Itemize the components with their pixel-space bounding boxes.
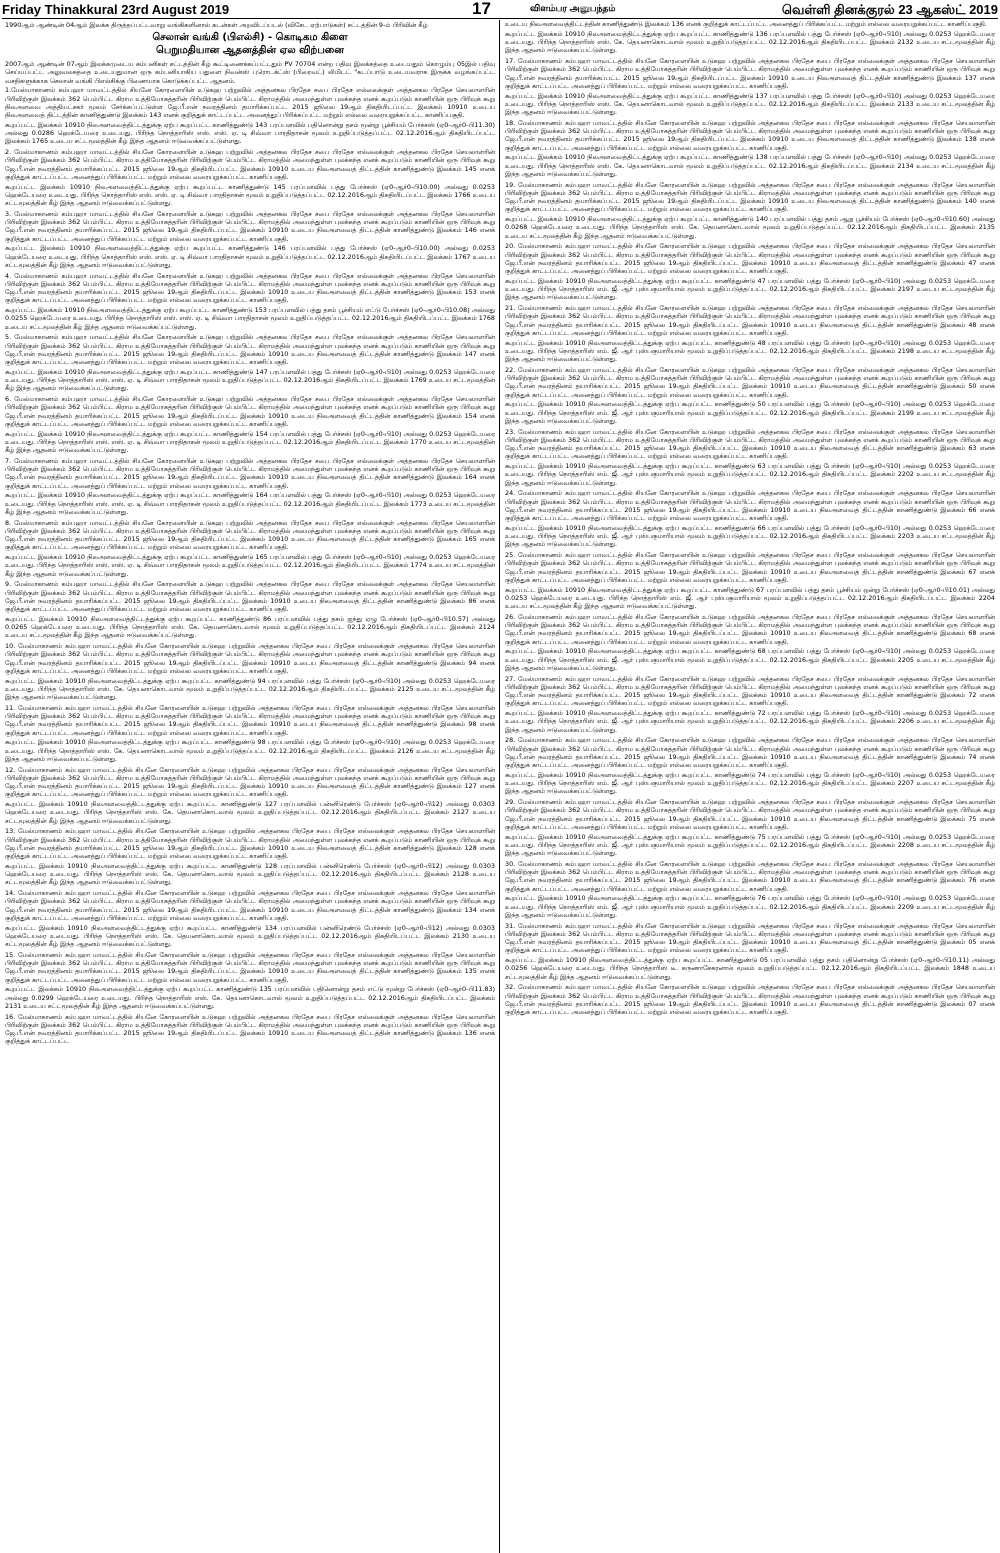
land-schedule-paragraph: 3. மேல்மாகாணம் கம்பஹா மாவட்டத்தில் சியனே கோரளையின் உடுகஹ பற்றுவில் அத்தனகல பிரதேச சபை பிரதேச எல்லைக்குள் அத்தனகல பிரதேச செயலாளரின் பிரிவிற்குள் இலக்கம் 362 பெம்பிட்ட கிராம உத்தியோகத்தரின் பிரிவிற்குள் பெம்பிட்ட கிராமத்தில் அமைந்துள்ள புலக்கந்த எனக் கூறப்படும் காணியின் ஒரு பிரிவுக் கூறு ஜே.பீ.என் நவரத்தினம் தயாரிக்கப்பட்ட 2015 ஜூலை 19ஆம் திகதியிடப்பட்ட இலக்கம் 10910 உடைய நிலஅளவைத் திட்டத்தின் காணித்துண்டு இலக்கம் 146 எனக் குறித்துக் காட்டப்பட்ட அனைத்துப் பிரிக்கப்பட்ட மற்றும் எல்லை வரையறுக்கப்பட்ட காணிப்பகுதி. (5, 209, 495, 243)
land-schedule-paragraph: 14. மேல்மாகாணம் கம்பஹா மாவட்டத்தில் சியனே கோரளையின் உடுகஹ பற்றுவில் அத்தனகல பிரதேச சபை பிரதேச எல்லைக்குள் அத்தனகல பிரதேச செயலாளரின் பிரிவிற்குள் இலக்கம் 362 பெம்பிட்ட கிராம உத்தியோகத்தரின் பிரிவிற்குள் பெம்பிட்ட கிராமத்தில் அமைந்துள்ள புலக்கந்த எனக் கூறப்படும் காணியின் ஒரு பிரிவுக் கூறு ஜே.பீ.என் நவரத்தினம் தயாரிக்கப்பட்ட 2015 ஜூலை 19ஆம் திகதியிடப்பட்ட இலக்கம் 10910 உடைய நிலஅளவைத் திட்டத்தின் காணித்துண்டு இலக்கம் 134 எனக் குறித்துக் காட்டப்பட்ட அனைத்துப் பிரிக்கப்பட்ட மற்றும் எல்லை வரையறுக்கப்பட்ட காணிப்பகுதி. (5, 889, 495, 922)
masthead-tamil: வெள்ளி தினக்குரல் 23 ஆகஸ்ட் 2019 (781, 2, 998, 17)
land-schedule-paragraph: கூறப்பட்ட இலக்கம் 10910 நிலஅளவைத்திட்டத்துக்கு ஏற்ப கூறப்பட்ட காணித்துண்டு 134 பரப்பளவில் பன்னிரெண்டு பேர்ச்சஸ் (ஏ0-ஆர்0-பி12) அல்லது 0.0303 ஹெக்டேயரை உடையது. பிரிந்த நொத்தாரிஸ் எஸ். கே. தெயனாகொடவால் மூலம் உறுதிப்படுத்தப்பட்ட 02.12.2016ஆம் திகதியிடப்பட்ட இலக்கம் 2130 உடைய சட்டமூலத்தின் கீழ் இந்த ஆதனம் ஈடுவைக்கப்பட்டுள்ளது. (5, 923, 495, 949)
land-schedule-paragraph: 19. மேல்மாகாணம் கம்பஹா மாவட்டத்தில் சியனே கோரளையின் உடுகஹ பற்றுவில் அத்தனகல பிரதேச சபை பிரதேச எல்லைக்குள் அத்தனகல பிரதேச செயலாளரின் பிரிவிற்குள் இலக்கம் 362 பெம்பிட்ட கிராம உத்தியோகத்தரின் பிரிவிற்குள் பெம்பிட்ட கிராமத்தில் அமைந்துள்ள புலக்கந்த எனக் கூறப்படும் காணியின் ஒரு பிரிவுக் கூறு ஜே.பீ.என் நவரத்தினம் தயாரிக்கப்பட்ட 2015 ஜூலை 19ஆம் திகதியிடப்பட்ட இலக்கம் 10910 உடைய நிலஅளவைத் திட்டத்தின் காணித்துண்டு இலக்கம் 140 எனக் குறித்துக் காட்டப்பட்ட அனைத்துப் பிரிக்கப்பட்ட மற்றும் எல்லை வரையறுக்கப்பட்ட காணிப்பகுதி. (505, 180, 995, 214)
land-schedule-paragraph: 31. மேல்மாகாணம் கம்பஹா மாவட்டத்தில் சியனே கோரளையின் உடுகஹ பற்றுவில் அத்தனகல பிரதேச சபை பிரதேச எல்லைக்குள் அத்தனகல பிரதேச செயலாளரின் பிரிவிற்குள் இலக்கம் 362 பெம்பிட்ட கிராம உத்தியோகத்தரின் பிரிவிற்குள் பெம்பிட்ட கிராமத்தில் அமைந்துள்ள புலக்கந்த எனக் கூறப்படும் காணியின் ஒரு பிரிவுக் கூறு ஜே.பீ.என் நவரத்தினம் தயாரிக்கப்பட்ட 2015 ஜூலை 19ஆம் திகதியிடப்பட்ட இலக்கம் 10910 உடைய நிலஅளவைத் திட்டத்தின் காணித்துண்டு இலக்கம் 05 எனக் குறித்துக் காட்டப்பட்ட அனைத்துப் பிரிக்கப்பட்ட மற்றும் எல்லை வரையறுக்கப்பட்ட காணிப்பகுதி. (505, 921, 995, 955)
land-schedule-paragraph: 22. மேல்மாகாணம் கம்பஹா மாவட்டத்தில் சியனே கோரளையின் உடுகஹ பற்றுவில் அத்தனகல பிரதேச சபை பிரதேச எல்லைக்குள் அத்தனகல பிரதேச செயலாளரின் பிரிவிற்குள் இலக்கம் 362 பெம்பிட்ட கிராம உத்தியோகத்தரின் பிரிவிற்குள் பெம்பிட்ட கிராமத்தில் அமைந்துள்ள புலக்கந்த எனக் கூறப்படும் காணியின் ஒரு பிரிவுக் கூறு ஜே.பீ.என் நவரத்தினம் தயாரிக்கப்பட்ட 2015 ஜூலை 19ஆம் திகதியிடப்பட்ட இலக்கம் 10910 உடைய நிலஅளவைத் திட்டத்தின் காணித்துண்டு இலக்கம் 50 எனக் குறித்துக் காட்டப்பட்ட அனைத்துப் பிரிக்கப்பட்ட மற்றும் எல்லை வரையறுக்கப்பட்ட காணிப்பகுதி. (505, 365, 995, 399)
land-schedule-paragraph: கூறப்பட்ட இலக்கம் 10910 நிலஅளவைத்திட்டத்துக்கு ஏற்ப கூறப்பட்ட காணித்துண்டு 98 பரப்பளவில் பத்து பேர்ச்சஸ் (ஏ0-ஆர்0-பி10) அல்லது 0.0253 ஹெக்டேயரை உடையது. பிரிந்த நொத்தாரிஸ் எஸ். கே. தெயனாகொடவால் மூலம் உறுதிப்படுத்தப்பட்ட 02.12.2016ஆம் திகதியிடப்பட்ட இலக்கம் 2126 உடைய சட்டமூலத்தின் கீழ் இந்த ஆதனம் ஈடுவைக்கப்பட்டுள்ளது. (5, 738, 495, 763)
land-schedule-paragraph: 7. மேல்மாகாணம் கம்பஹா மாவட்டத்தில் சியனே கோரளையின் உடுகஹ பற்றுவில் அத்தனகல பிரதேச சபை பிரதேச எல்லைக்குள் அத்தனகல பிரதேச செயலாளரின் பிரிவிற்குள் இலக்கம் 362 பெம்பிட்ட கிராம உத்தியோகத்தரின் பிரிவிற்குள் பெம்பிட்ட கிராமத்தில் அமைந்துள்ள புலக்கந்த எனக் கூறப்படும் காணியின் ஒரு பிரிவுக் கூறு ஜே.பீ.என் நவரத்தினம் தயாரிக்கப்பட்ட 2015 ஜூலை 19ஆம் திகதியிடப்பட்ட இலக்கம் 10910 உடைய நிலஅளவைத் திட்டத்தின் காணித்துண்டு இலக்கம் 164 எனக் குறித்துக் காட்டப்பட்ட அனைத்துப் பிரிக்கப்பட்ட மற்றும் எல்லை வரையறுக்கப்பட்ட காணிப்பகுதி. (5, 456, 495, 490)
land-schedule-paragraph: 10. மேல்மாகாணம் கம்பஹா மாவட்டத்தில் சியனே கோரளையின் உடுகஹ பற்றுவில் அத்தனகல பிரதேச சபை பிரதேச எல்லைக்குள் அத்தனகல பிரதேச செயலாளரின் பிரிவிற்குள் இலக்கம் 362 பெம்பிட்ட கிராம உத்தியோகத்தரின் பிரிவிற்குள் பெம்பிட்ட கிராமத்தில் அமைந்துள்ள புலக்கந்த எனக் கூறப்படும் காணியின் ஒரு பிரிவுக் கூறு ஜே.பீ.என் நவரத்தினம் தயாரிக்கப்பட்ட 2015 ஜூலை 19ஆம் திகதியிடப்பட்ட இலக்கம் 10910 உடைய நிலஅளவைத் திட்டத்தின் காணித்துண்டு இலக்கம் 94 எனக் குறித்துக் காட்டப்பட்ட அனைத்துப் பிரிக்கப்பட்ட மற்றும் எல்லை வரையறுக்கப்பட்ட காணிப்பகுதி. (5, 642, 495, 675)
land-schedule-paragraph: 25. மேல்மாகாணம் கம்பஹா மாவட்டத்தில் சியனே கோரளையின் உடுகஹ பற்றுவில் அத்தனகல பிரதேச சபை பிரதேச எல்லைக்குள் அத்தனகல பிரதேச செயலாளரின் பிரிவிற்குள் இலக்கம் 362 பெம்பிட்ட கிராம உத்தியோகத்தரின் பிரிவிற்குள் பெம்பிட்ட கிராமத்தில் அமைந்துள்ள புலக்கந்த எனக் கூறப்படும் காணியின் ஒரு பிரிவுக் கூறு ஜே.பீ.என் நவரத்தினம் தயாரிக்கப்பட்ட 2015 ஜூலை 19ஆம் திகதியிடப்பட்ட இலக்கம் 10910 உடைய நிலஅளவைத் திட்டத்தின் காணித்துண்டு இலக்கம் 67 எனக் குறித்துக் காட்டப்பட்ட அனைத்துப் பிரிக்கப்பட்ட மற்றும் எல்லை வரையறுக்கப்பட்ட காணிப்பகுதி. (505, 551, 995, 584)
land-schedule-paragraph: 11. மேல்மாகாணம் கம்பஹா மாவட்டத்தில் சியனே கோரளையின் உடுகஹ பற்றுவில் அத்தனகல பிரதேச சபை பிரதேச எல்லைக்குள் அத்தனகல பிரதேச செயலாளரின் பிரிவிற்குள் இலக்கம் 362 பெம்பிட்ட கிராம உத்தியோகத்தரின் பிரிவிற்குள் பெம்பிட்ட கிராமத்தில் அமைந்துள்ள புலக்கந்த எனக் கூறப்படும் காணியின் ஒரு பிரிவுக் கூறு ஜே.பீ.என் நவரத்தினம் தயாரிக்கப்பட்ட 2015 ஜூலை 19ஆம் திகதியிடப்பட்ட இலக்கம் 10910 உடைய நிலஅளவைத் திட்டத்தின் காணித்துண்டு இலக்கம் 98 எனக் குறித்துக் காட்டப்பட்ட அனைத்துப் பிரிக்கப்பட்ட மற்றும் எல்லை வரையறுக்கப்பட்ட காணிப்பகுதி. (5, 703, 495, 737)
land-schedule-paragraph: 13. மேல்மாகாணம் கம்பஹா மாவட்டத்தில் சியனே கோரளையின் உடுகஹ பற்றுவில் அத்தனகல பிரதேச சபை பிரதேச எல்லைக்குள் அத்தனகல பிரதேச செயலாளரின் பிரிவிற்குள் இலக்கம் 362 பெம்பிட்ட கிராம உத்தியோகத்தரின் பிரிவிற்குள் பெம்பிட்ட கிராமத்தில் அமைந்துள்ள புலக்கந்த எனக் கூறப்படும் காணியின் ஒரு பிரிவுக் கூறு ஜே.பீ.என் நவரத்தினம் தயாரிக்கப்பட்ட 2015 ஜூலை 19ஆம் திகதியிடப்பட்ட இலக்கம் 10910 உடைய நிலஅளவைத் திட்டத்தின் காணித்துண்டு இலக்கம் 128 எனக் குறித்துக் காட்டப்பட்ட அனைத்துப் பிரிக்கப்பட்ட மற்றும் எல்லை வரையறுக்கப்பட்ட காணிப்பகுதி. (5, 827, 495, 861)
land-schedule-paragraph: கூறப்பட்ட இலக்கம் 10910 நிலஅளவைத்திட்டத்துக்கு ஏற்ப கூறப்பட்ட காணித்துண்டு 05 பரப்பளவில் பத்து தசம் பதினொன்று பேர்ச்சஸ் (ஏ0-ஆர்0-பி10.11) அல்லது 0.0256 ஹெக்டேயரை உடையது. பிரிந்த நொத்தாரிஸ் டீ. கருணாசேகரனால் மூலம் உறுதிப்படுத்தப்பட்ட 02.12.2016ஆம் திகதியிடப்பட்ட இலக்கம் 1848 உடைய சட்டமூலத்தின் கீழ் இந்த ஆதனம் ஈடுவைக்கப்பட்டுள்ளது. (505, 956, 995, 981)
land-schedule-paragraph: கூறப்பட்ட இலக்கம் 10910 நிலஅளவைத்திட்டத்துக்கு ஏற்ப கூறப்பட்ட காணித்துண்டு 76 பரப்பளவில் பத்து பேர்ச்சஸ் (ஏ0-ஆர்0-பி10) அல்லது 0.0253 ஹெக்டேயரை உடையது. பிரிந்த நொத்தாரிஸ் எம். ஜீ. ஆர் புஸ்பகுமாரியால் மூலம் உறுதிப்படுத்தப்பட்ட 02.12.2016ஆம் திகதியிடப்பட்ட இலக்கம் 2209 உடைய சட்டமூலத்தின் கீழ் இந்த ஆதனம் ஈடுவைக்கப்பட்டுள்ளது. (505, 894, 995, 919)
land-schedule-paragraph: கூறப்பட்ட இலக்கம் 10910 நிலஅளவைத்திட்டத்துக்கு ஏற்ப கூறப்பட்ட காணித்துண்டு 50 பரப்பளவில் பத்து பேர்ச்சஸ் (ஏ0-ஆர்0-பி10) அல்லது 0.0253 ஹெக்டேயரை உடையது. பிரிந்த நொத்தாரிஸ் எம். ஜீ. ஆர் புஸ்பகுமாரியால் மூலம் உறுதிப்படுத்தப்பட்ட 02.12.2016ஆம் திகதியிடப்பட்ட இலக்கம் 2199 உடைய சட்டமூலத்தின் கீழ் இந்த ஆதனம் ஈடுவைக்கப்பட்டுள்ளது. (505, 400, 995, 425)
auction-title: பெறுமதியான ஆதனத்தின் ஏல விற்பனை (156, 45, 344, 57)
land-schedule-paragraph: 20. மேல்மாகாணம் கம்பஹா மாவட்டத்தில் சியனே கோரளையின் உடுகஹ பற்றுவில் அத்தனகல பிரதேச சபை பிரதேச எல்லைக்குள் அத்தனகல பிரதேச செயலாளரின் பிரிவிற்குள் இலக்கம் 362 பெம்பிட்ட கிராம உத்தியோகத்தரின் பிரிவிற்குள் பெம்பிட்ட கிராமத்தில் அமைந்துள்ள புலக்கந்த எனக் கூறப்படும் காணியின் ஒரு பிரிவுக் கூறு ஜே.பீ.என் நவரத்தினம் தயாரிக்கப்பட்ட 2015 ஜூலை 19ஆம் திகதியிடப்பட்ட இலக்கம் 10910 உடைய நிலஅளவைத் திட்டத்தின் காணித்துண்டு இலக்கம் 47 எனக் குறித்துக் காட்டப்பட்ட அனைத்துப் பிரிக்கப்பட்ட மற்றும் எல்லை வரையறுக்கப்பட்ட காணிப்பகுதி. (505, 242, 995, 275)
land-schedule-paragraph: கூறப்பட்ட இலக்கம் 10910 நிலஅளவைத்திட்டத்துக்கு ஏற்ப கூறப்பட்ட காணித்துண்டு 136 பரப்பளவில் பத்து பேர்ச்சஸ் (ஏ0-ஆர்0-பி10) அல்லது 0.0253 ஹெக்டேயரை உடையது. பிரிந்த நொத்தாரிஸ் எஸ். கே. தெயனாகொடவால் மூலம் உறுதிப்படுத்தப்பட்ட 02.12.2016ஆம் திகதியிடப்பட்ட இலக்கம் 2132 உடைய சட்டமூலத்தின் கீழ் இந்த ஆதனம் ஈடுவைக்கப்பட்டுள்ளது. (505, 29, 995, 55)
page-header (2, 0, 998, 19)
land-schedule-paragraph: 4. மேல்மாகாணம் கம்பஹா மாவட்டத்தில் சியனே கோரளையின் உடுகஹ பற்றுவில் அத்தனகல பிரதேச சபை பிரதேச எல்லைக்குள் அத்தனகல பிரதேச செயலாளரின் பிரிவிற்குள் இலக்கம் 362 பெம்பிட்ட கிராம உத்தியோகத்தரின் பிரிவிற்குள் பெம்பிட்ட கிராமத்தில் அமைந்துள்ள புலக்கந்த எனக் கூறப்படும் காணியின் ஒரு பிரிவுக் கூறு ஜே.பீ.என் நவரத்தினம் தயாரிக்கப்பட்ட 2015 ஜூலை 19ஆம் திகதியிடப்பட்ட இலக்கம் 10910 உடைய நிலஅளவைத் திட்டத்தின் காணித்துண்டு இலக்கம் 153 எனக் குறித்துக் காட்டப்பட்ட அனைத்துப் பிரிக்கப்பட்ட மற்றும் எல்லை வரையறுக்கப்பட்ட காணிப்பகுதி. (5, 271, 495, 305)
land-schedule-paragraph: கூறப்பட்ட இலக்கம் 10910 நிலஅளவைத்திட்டத்துக்கு ஏற்ப கூறப்பட்ட காணித்துண்டு 68 பரப்பளவில் பத்து பேர்ச்சஸ் (ஏ0-ஆர்0-பி10) அல்லது 0.0253 ஹெக்டேயரை உடையது. பிரிந்த நொத்தாரிஸ் எம். ஜீ. ஆர் புஸ்பகுமாரியால் மூலம் உறுதிப்படுத்தப்பட்ட 02.12.2016ஆம் திகதியிடப்பட்ட இலக்கம் 2205 உடைய சட்டமூலத்தின் கீழ் இந்த ஆதனம் ஈடுவைக்கப்பட்டுள்ளது. (505, 647, 995, 672)
land-schedule-paragraph: 27. மேல்மாகாணம் கம்பஹா மாவட்டத்தில் சியனே கோரளையின் உடுகஹ பற்றுவில் அத்தனகல பிரதேச சபை பிரதேச எல்லைக்குள் அத்தனகல பிரதேச செயலாளரின் பிரிவிற்குள் இலக்கம் 362 பெம்பிட்ட கிராம உத்தியோகத்தரின் பிரிவிற்குள் பெம்பிட்ட கிராமத்தில் அமைந்துள்ள புலக்கந்த எனக் கூறப்படும் காணியின் ஒரு பிரிவுக் கூறு ஜே.பீ.என் நவரத்தினம் தயாரிக்கப்பட்ட 2015 ஜூலை 19ஆம் திகதியிடப்பட்ட இலக்கம் 10910 உடைய நிலஅளவைத் திட்டத்தின் காணித்துண்டு இலக்கம் 72 எனக் குறித்துக் காட்டப்பட்ட அனைத்துப் பிரிக்கப்பட்ட மற்றும் எல்லை வரையறுக்கப்பட்ட காணிப்பகுதி. (505, 674, 995, 708)
land-schedule-paragraph: 12. மேல்மாகாணம் கம்பஹா மாவட்டத்தில் சியனே கோரளையின் உடுகஹ பற்றுவில் அத்தனகல பிரதேச சபை பிரதேச எல்லைக்குள் அத்தனகல பிரதேச செயலாளரின் பிரிவிற்குள் இலக்கம் 362 பெம்பிட்ட கிராம உத்தியோகத்தரின் பிரிவிற்குள் பெம்பிட்ட கிராமத்தில் அமைந்துள்ள புலக்கந்த எனக் கூறப்படும் காணியின் ஒரு பிரிவுக் கூறு ஜே.பீ.என் நவரத்தினம் தயாரிக்கப்பட்ட 2015 ஜூலை 19ஆம் திகதியிடப்பட்ட இலக்கம் 10910 உடைய நிலஅளவைத் திட்டத்தின் காணித்துண்டு இலக்கம் 127 எனக் குறித்துக் காட்டப்பட்ட அனைத்துப் பிரிக்கப்பட்ட மற்றும் எல்லை வரையறுக்கப்பட்ட காணிப்பகுதி. (5, 765, 495, 799)
land-schedule-paragraph: கூறப்பட்ட இலக்கம் 10910 நிலஅளவைத்திட்டத்துக்கு ஏற்ப கூறப்பட்ட காணித்துண்டு 147 பரப்பளவில் பத்து பேர்ச்சஸ் (ஏ0-ஆர்0-பி10) அல்லது 0.0253 ஹெக்டேயரை உடையது. பிரிந்த நொத்தாரிஸ் எஸ். எஸ். ஏ. டி சிவ்வா பாரதிதாசன் மூலம் உறுதிப்படுத்தப்பட்ட 02.12.2016ஆம் திகதியிடப்பட்ட இலக்கம் 1769 உடைய சட்டமூலத்தின் கீழ் இந்த ஆதனம் ஈடுவைக்கப்பட்டுள்ளது. (5, 367, 495, 393)
land-schedule-paragraph: கூறப்பட்ட இலக்கம் 10910 நிலஅளவைத்திட்டத்துக்கு ஏற்ப கூறப்பட்ட காணித்துண்டு 154 பரப்பளவில் பத்து பேர்ச்சஸ் (ஏ0-ஆர்0-பி10) அல்லது 0.0253 ஹெக்டேயரை உடையது. பிரிந்த நொத்தாரிஸ் எஸ். எஸ். ஏ. டி சிவ்வா பாரதிதாசன் மூலம் உறுதிப்படுத்தப்பட்ட 02.12.2016ஆம் திகதியிடப்பட்ட இலக்கம் 1770 உடைய சட்டமூலத்தின் கீழ் இந்த ஆதனம் ஈடுவைக்கப்பட்டுள்ளது. (5, 429, 495, 455)
land-schedule-paragraph: கூறப்பட்ட இலக்கம் 10910 நிலஅளவைத்திட்டத்துக்கு ஏற்ப கூறப்பட்ட காணித்துண்டு 146 பரப்பளவில் பத்து பேர்ச்சஸ் (ஏ0-ஆர்0-பி10.00) அல்லது 0.0253 ஹெக்டேயரை உடையது. பிரிந்த நொத்தாரிஸ் எஸ். எஸ். ஏ. டி சிவ்வா பாரதிதாசன் மூலம் உறுதிப்படுத்தப்பட்ட 02.12.2016ஆம் திகதியிடப்பட்ட இலக்கம் 1767 உடைய சட்டமூலத்தின் கீழ் இந்த ஆதனம் ஈடுவைக்கப்பட்டுள்ளது. (5, 244, 495, 269)
land-schedule-paragraph: கூறப்பட்ட இலக்கம் 10910 நிலஅளவைத்திட்டத்துக்கு ஏற்ப கூறப்பட்ட காணித்துண்டு 94 பரப்பளவில் பத்து பேர்ச்சஸ் (ஏ0-ஆர்0-பி10) அல்லது 0.0253 ஹெக்டேயரை உடையது. பிரிந்த நொத்தாரிஸ் எஸ். கே. தெயனாகொடவால் மூலம் உறுதிப்படுத்தப்பட்ட 02.12.2016ஆம் திகதியிடப்பட்ட இலக்கம் 2125 உடைய சட்டமூலத்தின் கீழ் இந்த ஆதனம் ஈடுவைக்கப்பட்டுள்ளது. (5, 676, 495, 702)
act-reference: 1990ஆம் ஆண்டின் 04ஆம் இலக்க திருத்தப்பட்டவாறு வங்கிகளினால் கடன்கள் அறவிடப்படல் (விசேட ஏற்பாடுகள்) சட்டத்தின் 9-ம் பிரிவின் கீழ் (5, 21, 428, 29)
land-schedule-paragraph: கூறப்பட்ட இலக்கம் 10910 நிலஅளவைத்திட்டத்துக்கு ஏற்ப கூறப்பட்ட காணித்துண்டு 48 பரப்பளவில் பத்து பேர்ச்சஸ் (ஏ0-ஆர்0-பி10) அல்லது 0.0253 ஹெக்டேயரை உடையது. பிரிந்த நொத்தாரிஸ் எம். ஜீ. ஆர் புஸ்பகுமாரியால் மூலம் உறுதிப்படுத்தப்பட்ட 02.12.2016ஆம் திகதியிடப்பட்ட இலக்கம் 2198 உடைய சட்டமூலத்தின் கீழ் இந்த ஆதனம் ஈடுவைக்கப்பட்டுள்ளது. (505, 338, 995, 363)
page-number: 17 (472, 0, 491, 18)
masthead-english: Friday Thinakkural 23rd August 2019 (2, 2, 230, 17)
land-schedule-paragraph: கூறப்பட்ட இலக்கம் 10910 நிலஅளவைத்திட்டத்துக்கு ஏற்ப கூறப்பட்ட காணித்துண்டு 75 பரப்பளவில் பத்து பேர்ச்சஸ் (ஏ0-ஆர்0-பி10) அல்லது 0.0253 ஹெக்டேயரை உடையது. பிரிந்த நொத்தாரிஸ் எம். ஜீ. ஆர் புஸ்பகுமாரியால் மூலம் உறுதிப்படுத்தப்பட்ட 02.12.2016ஆம் திகதியிடப்பட்ட இலக்கம் 2208 உடைய சட்டமூலத்தின் கீழ் இந்த ஆதனம் ஈடுவைக்கப்பட்டுள்ளது. (505, 832, 995, 857)
land-schedule-paragraph: 26. மேல்மாகாணம் கம்பஹா மாவட்டத்தில் சியனே கோரளையின் உடுகஹ பற்றுவில் அத்தனகல பிரதேச சபை பிரதேச எல்லைக்குள் அத்தனகல பிரதேச செயலாளரின் பிரிவிற்குள் இலக்கம் 362 பெம்பிட்ட கிராம உத்தியோகத்தரின் பிரிவிற்குள் பெம்பிட்ட கிராமத்தில் அமைந்துள்ள புலக்கந்த எனக் கூறப்படும் காணியின் ஒரு பிரிவுக் கூறு ஜே.பீ.என் நவரத்தினம் தயாரிக்கப்பட்ட 2015 ஜூலை 19ஆம் திகதியிடப்பட்ட இலக்கம் 10910 உடைய நிலஅளவைத் திட்டத்தின் காணித்துண்டு இலக்கம் 68 எனக் குறித்துக் காட்டப்பட்ட அனைத்துப் பிரிக்கப்பட்ட மற்றும் எல்லை வரையறுக்கப்பட்ட காணிப்பகுதி. (505, 612, 995, 646)
notice-preamble: 2007ஆம் ஆண்டின் 07ஆம் இலக்கமுடைய கம்பனிகள் சட்டத்தின் கீழ் கூட்டிணைக்கப்பட்டதும் PV 70704 என்ற பதிவு இலக்கத்தை உடையதும் கொழும்பு 05இல் பதிவு செய்யப்பட்ட அலுவலகத்தை உடையதுமான ஒரு கம்பனியாகிய பதுளை நிவன்ஸ் புரொடக்ட்ஸ் (பிரைவட்) லிமிடட் "கடப்பாடு உடையவராக இருக்க வழங்கப்பட்ட வசதிகளுக்காக செலான் வங்கி பிஎல்சிக்கு பிணையாக கொடுக்கப்பட்ட ஆதனம். (5, 60, 495, 85)
land-schedule-paragraph: கூறப்பட்ட இலக்கம் 10910 நிலஅளவைத்திட்டத்துக்கு ஏற்ப கூறப்பட்ட காணித்துண்டு 127 பரப்பளவில் பன்னிரெண்டு பேர்ச்சஸ் (ஏ0-ஆர்0-பி12) அல்லது 0.0303 ஹெக்டேயரை உடையது. பிரிந்த நொத்தாரிஸ் எஸ். கே. தெயனாகொடவால் மூலம் உறுதிப்படுத்தப்பட்ட 02.12.2016ஆம் திகதியிடப்பட்ட இலக்கம் 2127 உடைய சட்டமூலத்தின் கீழ் இந்த ஆதனம் ஈடுவைக்கப்பட்டுள்ளது. (5, 800, 495, 825)
land-schedule-paragraph: கூறப்பட்ட இலக்கம் 10910 நிலஅளவைத்திட்டத்துக்கு ஏற்ப கூறப்பட்ட காணித்துண்டு 86 பரப்பளவில் பத்து தசம் ஐந்து ஏழு பேர்ச்சஸ் (ஏ0-ஆர்0-பி10.57) அல்லது 0.0265 ஹெக்டேயரை உடையது. பிரிந்த நொத்தாரிஸ் எஸ். கே. தெயனாகொடவால் மூலம் உறுதிப்படுத்தப்பட்ட 02.12.2016ஆம் திகதியிடப்பட்ட இலக்கம் 2124 உடைய சட்டமூலத்தின் கீழ் இந்த ஆதனம் ஈடுவைக்கப்பட்டுள்ளது. (5, 614, 495, 640)
land-schedule-paragraph: 29. மேல்மாகாணம் கம்பஹா மாவட்டத்தில் சியனே கோரளையின் உடுகஹ பற்றுவில் அத்தனகல பிரதேச சபை பிரதேச எல்லைக்குள் அத்தனகல பிரதேச செயலாளரின் பிரிவிற்குள் இலக்கம் 362 பெம்பிட்ட கிராம உத்தியோகத்தரின் பிரிவிற்குள் பெம்பிட்ட கிராமத்தில் அமைந்துள்ள புலக்கந்த எனக் கூறப்படும் காணியின் ஒரு பிரிவுக் கூறு ஜே.பீ.என் நவரத்தினம் தயாரிக்கப்பட்ட 2015 ஜூலை 19ஆம் திகதியிடப்பட்ட இலக்கம் 10910 உடைய நிலஅளவைத் திட்டத்தின் காணித்துண்டு இலக்கம் 75 எனக் குறித்துக் காட்டப்பட்ட அனைத்துப் பிரிக்கப்பட்ட மற்றும் எல்லை வரையறுக்கப்பட்ட காணிப்பகுதி. (505, 798, 995, 831)
land-schedule-paragraph: கூறப்பட்ட இலக்கம் 10910 நிலஅளவைத்திட்டத்துக்கு ஏற்ப கூறப்பட்ட காணித்துண்டு 72 பரப்பளவில் பத்து பேர்ச்சஸ் (ஏ0-ஆர்0-பி10) அல்லது 0.0253 ஹெக்டேயரை உடையது. பிரிந்த நொத்தாரிஸ் எம். ஜீ. ஆர் புஸ்பகுமாரியால் மூலம் உறுதிப்படுத்தப்பட்ட 02.12.2016ஆம் திகதியிடப்பட்ட இலக்கம் 2206 உடைய சட்டமூலத்தின் கீழ் இந்த ஆதனம் ஈடுவைக்கப்பட்டுள்ளது. (505, 709, 995, 734)
land-schedule-paragraph: 8. மேல்மாகாணம் கம்பஹா மாவட்டத்தில் சியனே கோரளையின் உடுகஹ பற்றுவில் அத்தனகல பிரதேச சபை பிரதேச எல்லைக்குள் அத்தனகல பிரதேச செயலாளரின் பிரிவிற்குள் இலக்கம் 362 பெம்பிட்ட கிராம உத்தியோகத்தரின் பிரிவிற்குள் பெம்பிட்ட கிராமத்தில் அமைந்துள்ள புலக்கந்த எனக் கூறப்படும் காணியின் ஒரு பிரிவுக் கூறு ஜே.பீ.என் நவரத்தினம் தயாரிக்கப்பட்ட 2015 ஜூலை 19ஆம் திகதியிடப்பட்ட இலக்கம் 10910 உடைய நிலஅளவைத் திட்டத்தின் காணித்துண்டு இலக்கம் 165 எனக் குறித்துக் காட்டப்பட்ட அனைத்துப் பிரிக்கப்பட்ட மற்றும் எல்லை வரையறுக்கப்பட்ட காணிப்பகுதி. (5, 518, 495, 552)
land-schedule-paragraph: 32. மேல்மாகாணம் கம்பஹா மாவட்டத்தில் சியனே கோரளையின் உடுகஹ பற்றுவில் அத்தனகல பிரதேச சபை பிரதேச எல்லைக்குள் அத்தனகல பிரதேச செயலாளரின் பிரிவிற்குள் இலக்கம் 362 பெம்பிட்ட கிராம உத்தியோகத்தரின் பிரிவிற்குள் பெம்பிட்ட கிராமத்தில் அமைந்துள்ள புலக்கந்த எனக் கூறப்படும் காணியின் ஒரு பிரிவுக் கூறு ஜே.பீ.என் நவரத்தினம் தயாரிக்கப்பட்ட 2015 ஜூலை 19ஆம் திகதியிடப்பட்ட இலக்கம் 10910 உடைய நிலஅளவைத் திட்டத்தின் காணித்துண்டு இலக்கம் 07 எனக் குறித்துக் காட்டப்பட்ட அனைத்துப் பிரிக்கப்பட்ட மற்றும் எல்லை வரையறுக்கப்பட்ட காணிப்பகுதி. (505, 983, 995, 1016)
bank-branch-title: செலான் வங்கி (பிஎல்சி) - கொடிகம கிளை (152, 32, 348, 44)
land-schedule-paragraph: கூறப்பட்ட இலக்கம் 10910 நிலஅளவைத்திட்டத்துக்கு ஏற்ப கூறப்பட்ட காணித்துண்டு 140 பரப்பளவில் பத்து தசம் ஆறு பூச்சியம் பேர்ச்சஸ் (ஏ0-ஆர்0-பி10.60) அல்லது 0.0268 ஹெக்டேயரை உடையது. பிரிந்த நொத்தாரிஸ் எஸ். கே. தெயனாகொடவால் மூலம் உறுதிப்படுத்தப்பட்ட 02.12.2016ஆம் திகதியிடப்பட்ட இலக்கம் 2135 உடைய சட்டமூலத்தின் கீழ் இந்த ஆதனம் ஈடுவைக்கப்பட்டுள்ளது. (505, 215, 995, 240)
land-schedule-paragraph: உடைய நிலஅளவைத்திட்டத்தின் காணித்துண்டு இலக்கம் 136 எனக் குறித்துக் காட்டப்பட்ட அனைத்துப் பிரிக்கப்பட்ட மற்றும் எல்லை வரையறுக்கப்பட்ட காணிப்பகுதி. (505, 20, 987, 28)
left-column (2, 20, 500, 1553)
land-schedule-paragraph: கூறப்பட்ட இலக்கம் 10910 நிலஅளவைத்திட்டத்துக்கு ஏற்ப கூறப்பட்ட காணித்துண்டு 145 பரப்பளவில் பத்து பேர்ச்சஸ் (ஏ0-ஆர்0-பி10.00) அல்லது 0.0253 ஹெக்டேயரை உடையது. பிரிந்த நொத்தாரிஸ் எஸ். எஸ். ஏ. டி சிவ்வா பாரதிதாசன் மூலம் உறுதிப்படுத்தப்பட்ட 02.12.2016ஆம் திகதியிடப்பட்ட இலக்கம் 1766 உடைய சட்டமூலத்தின் கீழ் இந்த ஆதனம் ஈடுவைக்கப்பட்டுள்ளது. (5, 182, 495, 208)
land-schedule-paragraph: கூறப்பட்ட இலக்கம் 10910 நிலஅளவைத்திட்டத்துக்கு ஏற்ப கூறப்பட்ட காணித்துண்டு 143 பரப்பளவில் பதினொன்று தசம் மூன்று பூச்சியம் பேர்ச்சஸ் (ஏ0-ஆர்0-பி11.30) அல்லது 0.0286 ஹெக்டேயரை உடையது. பிரிந்த நொத்தாரிஸ் எஸ். எஸ். ஏ. டி சிவ்வா பாரதிதாசன் மூலம் உறுதிப்படுத்தப்பட்ட 02.12.2016ஆம் திகதியிடப்பட்ட இலக்கம் 1765 உடைய சட்டமூலத்தின் கீழ் இந்த ஆதனம் ஈடுவைக்கப்பட்டுள்ளது. (5, 120, 495, 146)
section-label: விளம்பர அனுபந்தம் (530, 3, 616, 13)
land-schedule-paragraph: கூறப்பட்ட இலக்கம் 10910 நிலஅளவைத்திட்டத்துக்கு ஏற்ப கூறப்பட்ட காணித்துண்டு 137 பரப்பளவில் பத்து பேர்ச்சஸ் (ஏ0-ஆர்0-பி10) அல்லது 0.0253 ஹெக்டேயரை உடையது. பிரிந்த நொத்தாரிஸ் எஸ். கே. தெயனாகொடவால் மூலம் உறுதிப்படுத்தப்பட்ட 02.12.2016ஆம் திகதியிடப்பட்ட இலக்கம் 2133 உடைய சட்டமூலத்தின் கீழ் இந்த ஆதனம் ஈடுவைக்கப்பட்டுள்ளது. (505, 91, 995, 116)
land-schedule-paragraph: 28. மேல்மாகாணம் கம்பஹா மாவட்டத்தில் சியனே கோரளையின் உடுகஹ பற்றுவில் அத்தனகல பிரதேச சபை பிரதேச எல்லைக்குள் அத்தனகல பிரதேச செயலாளரின் பிரிவிற்குள் இலக்கம் 362 பெம்பிட்ட கிராம உத்தியோகத்தரின் பிரிவிற்குள் பெம்பிட்ட கிராமத்தில் அமைந்துள்ள புலக்கந்த எனக் கூறப்படும் காணியின் ஒரு பிரிவுக் கூறு ஜே.பீ.என் நவரத்தினம் தயாரிக்கப்பட்ட 2015 ஜூலை 19ஆம் திகதியிடப்பட்ட இலக்கம் 10910 உடைய நிலஅளவைத் திட்டத்தின் காணித்துண்டு இலக்கம் 74 எனக் குறித்துக் காட்டப்பட்ட அனைத்துப் பிரிக்கப்பட்ட மற்றும் எல்லை வரையறுக்கப்பட்ட காணிப்பகுதி. (505, 736, 995, 769)
land-schedule-paragraph: கூறப்பட்ட இலக்கம் 10910 நிலஅளவைத்திட்டத்துக்கு ஏற்ப கூறப்பட்ட காணித்துண்டு 66 பரப்பளவில் பத்து பேர்ச்சஸ் (ஏ0-ஆர்0-பி10) அல்லது 0.0253 ஹெக்டேயரை உடையது. பிரிந்த நொத்தாரிஸ் எம். ஜீ. ஆர் புஸ்பகுமாரியால் மூலம் உறுதிப்படுத்தப்பட்ட 02.12.2016ஆம் திகதியிடப்பட்ட இலக்கம் 2203 உடைய சட்டமூலத்தின் கீழ் இந்த ஆதனம் ஈடுவைக்கப்பட்டுள்ளது. (505, 523, 995, 549)
land-schedule-paragraph: 1.மேல்மாகாணம் கம்பஹா மாவட்டத்தில் சியனே கோரளையின் உடுகஹ பற்றுவில் அத்தனகல பிரதேச சபை பிரதேச எல்லைக்குள் அத்தனகல பிரதேச செயலாளரின் பிரிவிற்குள் இலக்கம் 362 பெம்பிட்ட கிராம உத்தியோகத்தரின் பிரிவிற்குள் பெம்பிட்ட கிராமத்தில் அமைந்துள்ள புலக்கந்த எனக் கூறப்படும் காணியின் ஒரு பிரிவுக் கூறு நிலஅளவை அத்தியட்சகர் மூலம் சேர்க்கப்பட்டுள்ள ஜே.பீ.என் நவரத்தினம் தயாரிக்கப்பட்ட 2015 ஜூலை 19ஆம் திகதியிடப்பட்ட இலக்கம் 10910 உடைய நிலஅளவைத் திட்டத்தின் காணித்துண்டு இலக்கம் 143 எனக் குறித்துக் காட்டப்பட்ட அனைத்துப் பிரிக்கப்பட்ட மற்றும் எல்லை வரையறுக்கப்பட்ட காணிப்பகுதி. (5, 86, 495, 120)
land-schedule-paragraph: கூறப்பட்ட இலக்கம் 10910 நிலஅளவைத்திட்டத்துக்கு ஏற்ப கூறப்பட்ட காணித்துண்டு 74 பரப்பளவில் பத்து பேர்ச்சஸ் (ஏ0-ஆர்0-பி10) அல்லது 0.0253 ஹெக்டேயரை உடையது. பிரிந்த நொத்தாரிஸ் எம். ஜீ. ஆர் புஸ்பகுமாரியால் மூலம் உறுதிப்படுத்தப்பட்ட 02.12.2016ஆம் திகதியிடப்பட்ட இலக்கம் 2207 உடைய சட்டமூலத்தின் கீழ் இந்த ஆதனம் ஈடுவைக்கப்பட்டுள்ளது. (505, 770, 995, 796)
land-schedule-paragraph: 15. மேல்மாகாணம் கம்பஹா மாவட்டத்தில் சியனே கோரளையின் உடுகஹ பற்றுவில் அத்தனகல பிரதேச சபை பிரதேச எல்லைக்குள் அத்தனகல பிரதேச செயலாளரின் பிரிவிற்குள் இலக்கம் 362 பெம்பிட்ட கிராம உத்தியோகத்தரின் பிரிவிற்குள் பெம்பிட்ட கிராமத்தில் அமைந்துள்ள புலக்கந்த எனக் கூறப்படும் காணியின் ஒரு பிரிவுக் கூறு ஜே.பீ.என் நவரத்தினம் தயாரிக்கப்பட்ட 2015 ஜூலை 19ஆம் திகதியிடப்பட்ட இலக்கம் 10910 உடைய நிலஅளவைத் திட்டத்தின் காணித்துண்டு இலக்கம் 135 எனக் குறித்துக் காட்டப்பட்ட அனைத்துப் பிரிக்கப்பட்ட மற்றும் எல்லை வரையறுக்கப்பட்ட காணிப்பகுதி. (5, 950, 495, 984)
land-schedule-paragraph: 6. மேல்மாகாணம் கம்பஹா மாவட்டத்தில் சியனே கோரளையின் உடுகஹ பற்றுவில் அத்தனகல பிரதேச சபை பிரதேச எல்லைக்குள் அத்தனகல பிரதேச செயலாளரின் பிரிவிற்குள் இலக்கம் 362 பெம்பிட்ட கிராம உத்தியோகத்தரின் பிரிவிற்குள் பெம்பிட்ட கிராமத்தில் அமைந்துள்ள புலக்கந்த எனக் கூறப்படும் காணியின் ஒரு பிரிவுக் கூறு ஜே.பீ.என் நவரத்தினம் தயாரிக்கப்பட்ட 2015 ஜூலை 19ஆம் திகதியிடப்பட்ட இலக்கம் 10910 உடைய நிலஅளவைத் திட்டத்தின் காணித்துண்டு இலக்கம் 154 எனக் குறித்துக் காட்டப்பட்ட அனைத்துப் பிரிக்கப்பட்ட மற்றும் எல்லை வரையறுக்கப்பட்ட காணிப்பகுதி. (5, 395, 495, 428)
land-schedule-paragraph: 18. மேல்மாகாணம் கம்பஹா மாவட்டத்தில் சியனே கோரளையின் உடுகஹ பற்றுவில் அத்தனகல பிரதேச சபை பிரதேச எல்லைக்குள் அத்தனகல பிரதேச செயலாளரின் பிரிவிற்குள் இலக்கம் 362 பெம்பிட்ட கிராம உத்தியோகத்தரின் பிரிவிற்குள் பெம்பிட்ட கிராமத்தில் அமைந்துள்ள புலக்கந்த எனக் கூறப்படும் காணியின் ஒரு பிரிவுக் கூறு ஜே.பீ.என் நவரத்தினம் தயாரிக்கப்பட்ட 2015 ஜூலை 19ஆம் திகதியிடப்பட்ட இலக்கம் 10910 உடைய நிலஅளவைத் திட்டத்தின் காணித்துண்டு இலக்கம் 138 எனக் குறித்துக் காட்டப்பட்ட அனைத்துப் பிரிக்கப்பட்ட மற்றும் எல்லை வரையறுக்கப்பட்ட காணிப்பகுதி. (505, 118, 995, 152)
land-schedule-paragraph: கூறப்பட்ட இலக்கம் 10910 நிலஅளவைத்திட்டத்துக்கு ஏற்ப கூறப்பட்ட காணித்துண்டு 47 பரப்பளவில் பத்து பேர்ச்சஸ் (ஏ0-ஆர்0-பி10) அல்லது 0.0253 ஹெக்டேயரை உடையது. பிரிந்த நொத்தாரிஸ் எம். ஜீ. ஆர் புஸ்பகுமாரியால் மூலம் உறுதிப்படுத்தப்பட்ட 02.12.2016ஆம் திகதியிடப்பட்ட இலக்கம் 2197 உடைய சட்டமூலத்தின் கீழ் இந்த ஆதனம் ஈடுவைக்கப்பட்டுள்ளது. (505, 276, 995, 302)
land-schedule-paragraph: 23. மேல்மாகாணம் கம்பஹா மாவட்டத்தில் சியனே கோரளையின் உடுகஹ பற்றுவில் அத்தனகல பிரதேச சபை பிரதேச எல்லைக்குள் அத்தனகல பிரதேச செயலாளரின் பிரிவிற்குள் இலக்கம் 362 பெம்பிட்ட கிராம உத்தியோகத்தரின் பிரிவிற்குள் பெம்பிட்ட கிராமத்தில் அமைந்துள்ள புலக்கந்த எனக் கூறப்படும் காணியின் ஒரு பிரிவுக் கூறு ஜே.பீ.என் நவரத்தினம் தயாரிக்கப்பட்ட 2015 ஜூலை 19ஆம் திகதியிடப்பட்ட இலக்கம் 10910 உடைய நிலஅளவைத் திட்டத்தின் காணித்துண்டு இலக்கம் 63 எனக் குறித்துக் காட்டப்பட்ட அனைத்துப் பிரிக்கப்பட்ட மற்றும் எல்லை வரையறுக்கப்பட்ட காணிப்பகுதி. (505, 427, 995, 461)
land-schedule-paragraph: கூறப்பட்ட இலக்கம் 10910 நிலஅளவைத்திட்டத்துக்கு ஏற்ப கூறப்பட்ட காணித்துண்டு 135 பரப்பளவில் பதினொன்று தசம் எட்டு மூன்று பேர்ச்சஸ் (ஏ0-ஆர்0-பி11.83) அல்லது 0.0299 ஹெக்டேயரை உடையது. பிரிந்த நொத்தாரிஸ் எஸ். கே. தெயனாகொடவால் மூலம் உறுதிப்படுத்தப்பட்ட 02.12.2016ஆம் திகதியிடப்பட்ட இலக்கம் 2131 உடைய சட்டமூலத்தின் கீழ் இந்த ஆதனம் ஈடுவைக்கப்பட்டுள்ளது. (5, 985, 495, 1010)
land-schedule-paragraph: கூறப்பட்ட இலக்கம் 10910 நிலஅளவைத்திட்டத்துக்கு ஏற்ப கூறப்பட்ட காணித்துண்டு 67 பரப்பளவில் பத்து தசம் பூச்சியம் ஒன்று பேர்ச்சஸ் (ஏ0-ஆர்0-பி10.01) அல்லது 0.0253 ஹெக்டேயரை உடையது. பிரிந்த நொத்தாரிஸ் எம். ஜீ. ஆர் புஸ்பகுமாரியால் மூலம் உறுதிப்படுத்தப்பட்ட 02.12.2016ஆம் திகதியிடப்பட்ட இலக்கம் 2204 உடைய சட்டமூலத்தின் கீழ் இந்த ஆதனம் ஈடுவைக்கப்பட்டுள்ளது. (505, 585, 995, 610)
right-column (500, 20, 998, 1553)
land-schedule-paragraph: கூறப்பட்ட இலக்கம் 10910 நிலஅளவைத்திட்டத்துக்கு ஏற்ப கூறப்பட்ட காணித்துண்டு 138 பரப்பளவில் பத்து பேர்ச்சஸ் (ஏ0-ஆர்0-பி10) அல்லது 0.0253 ஹெக்டேயரை உடையது. பிரிந்த நொத்தாரிஸ் எஸ். கே. தெயனாகொடவால் மூலம் உறுதிப்படுத்தப்பட்ட 02.12.2016ஆம் திகதியிடப்பட்ட இலக்கம் 2134 உடைய சட்டமூலத்தின் கீழ் இந்த ஆதனம் ஈடுவைக்கப்பட்டுள்ளது. (505, 153, 995, 178)
land-schedule-paragraph: 24. மேல்மாகாணம் கம்பஹா மாவட்டத்தில் சியனே கோரளையின் உடுகஹ பற்றுவில் அத்தனகல பிரதேச சபை பிரதேச எல்லைக்குள் அத்தனகல பிரதேச செயலாளரின் பிரிவிற்குள் இலக்கம் 362 பெம்பிட்ட கிராம உத்தியோகத்தரின் பிரிவிற்குள் பெம்பிட்ட கிராமத்தில் அமைந்துள்ள புலக்கந்த எனக் கூறப்படும் காணியின் ஒரு பிரிவுக் கூறு ஜே.பீ.என் நவரத்தினம் தயாரிக்கப்பட்ட 2015 ஜூலை 19ஆம் திகதியிடப்பட்ட இலக்கம் 10910 உடைய நிலஅளவைத் திட்டத்தின் காணித்துண்டு இலக்கம் 66 எனக் குறித்துக் காட்டப்பட்ட அனைத்துப் பிரிக்கப்பட்ட மற்றும் எல்லை வரையறுக்கப்பட்ட காணிப்பகுதி. (505, 489, 995, 522)
land-schedule-paragraph: 2. மேல்மாகாணம் கம்பஹா மாவட்டத்தில் சியனே கோரளையின் உடுகஹ பற்றுவில் அத்தனகல பிரதேச சபை பிரதேச எல்லைக்குள் அத்தனகல பிரதேச செயலாளரின் பிரிவிற்குள் இலக்கம் 362 பெம்பிட்ட கிராம உத்தியோகத்தரின் பிரிவிற்குள் பெம்பிட்ட கிராமத்தில் அமைந்துள்ள புலக்கந்த எனக் கூறப்படும் காணியின் ஒரு பிரிவுக் கூறு ஜே.பீ.என் நவரத்தினம் தயாரிக்கப்பட்ட 2015 ஜூலை 19ஆம் திகதியிடப்பட்ட இலக்கம் 10910 உடைய நிலஅளவைத் திட்டத்தின் காணித்துண்டு இலக்கம் 145 எனக் குறித்துக் காட்டப்பட்ட அனைத்துப் பிரிக்கப்பட்ட மற்றும் எல்லை வரையறுக்கப்பட்ட காணிப்பகுதி. (5, 148, 495, 181)
notice-title-block (5, 31, 495, 57)
land-schedule-paragraph: கூறப்பட்ட இலக்கம் 10910 நிலஅளவைத்திட்டத்துக்கு ஏற்ப கூறப்பட்ட காணித்துண்டு 63 பரப்பளவில் பத்து பேர்ச்சஸ் (ஏ0-ஆர்0-பி10) அல்லது 0.0253 ஹெக்டேயரை உடையது. பிரிந்த நொத்தாரிஸ் எம். ஜீ. ஆர் புஸ்பகுமாரியால் மூலம் உறுதிப்படுத்தப்பட்ட 02.12.2016ஆம் திகதியிடப்பட்ட இலக்கம் 2202 உடைய சட்டமூலத்தின் கீழ் இந்த ஆதனம் ஈடுவைக்கப்பட்டுள்ளது. (505, 462, 995, 487)
land-schedule-paragraph: கூறப்பட்ட இலக்கம் 10910 நிலஅளவைத்திட்டத்துக்கு ஏற்ப கூறப்பட்ட காணித்துண்டு 165 பரப்பளவில் பத்து பேர்ச்சஸ் (ஏ0-ஆர்0-பி10) அல்லது 0.0253 ஹெக்டேயரை உடையது. பிரிந்த நொத்தாரிஸ் எஸ். எஸ். ஏ. டி சிவ்வா பாரதிதாசன் மூலம் உறுதிப்படுத்தப்பட்ட 02.12.2016ஆம் திகதியிடப்பட்ட இலக்கம் 1774 உடைய சட்டமூலத்தின் கீழ் இந்த ஆதனம் ஈடுவைக்கப்பட்டுள்ளது. (5, 553, 495, 578)
land-schedule-paragraph: 30. மேல்மாகாணம் கம்பஹா மாவட்டத்தில் சியனே கோரளையின் உடுகஹ பற்றுவில் அத்தனகல பிரதேச சபை பிரதேச எல்லைக்குள் அத்தனகல பிரதேச செயலாளரின் பிரிவிற்குள் இலக்கம் 362 பெம்பிட்ட கிராம உத்தியோகத்தரின் பிரிவிற்குள் பெம்பிட்ட கிராமத்தில் அமைந்துள்ள புலக்கந்த எனக் கூறப்படும் காணியின் ஒரு பிரிவுக் கூறு ஜே.பீ.என் நவரத்தினம் தயாரிக்கப்பட்ட 2015 ஜூலை 19ஆம் திகதியிடப்பட்ட இலக்கம் 10910 உடைய நிலஅளவைத் திட்டத்தின் காணித்துண்டு இலக்கம் 76 எனக் குறித்துக் காட்டப்பட்ட அனைத்துப் பிரிக்கப்பட்ட மற்றும் எல்லை வரையறுக்கப்பட்ட காணிப்பகுதி. (505, 859, 995, 893)
land-schedule-paragraph: 5. மேல்மாகாணம் கம்பஹா மாவட்டத்தில் சியனே கோரளையின் உடுகஹ பற்றுவில் அத்தனகல பிரதேச சபை பிரதேச எல்லைக்குள் அத்தனகல பிரதேச செயலாளரின் பிரிவிற்குள் இலக்கம் 362 பெம்பிட்ட கிராம உத்தியோகத்தரின் பிரிவிற்குள் பெம்பிட்ட கிராமத்தில் அமைந்துள்ள புலக்கந்த எனக் கூறப்படும் காணியின் ஒரு பிரிவுக் கூறு ஜே.பீ.என் நவரத்தினம் தயாரிக்கப்பட்ட 2015 ஜூலை 19ஆம் திகதியிடப்பட்ட இலக்கம் 10910 உடைய நிலஅளவைத் திட்டத்தின் காணித்துண்டு இலக்கம் 147 எனக் குறித்துக் காட்டப்பட்ட அனைத்துப் பிரிக்கப்பட்ட மற்றும் எல்லை வரையறுக்கப்பட்ட காணிப்பகுதி. (5, 333, 495, 367)
land-schedule-paragraph: கூறப்பட்ட இலக்கம் 10910 நிலஅளவைத்திட்டத்துக்கு ஏற்ப கூறப்பட்ட காணித்துண்டு 128 பரப்பளவில் பன்னிரெண்டு பேர்ச்சஸ் (ஏ0-ஆர்0-பி12) அல்லது 0.0303 ஹெக்டேயரை உடையது. பிரிந்த நொத்தாரிஸ் எஸ். கே. தெயனாகொடவால் மூலம் உறுதிப்படுத்தப்பட்ட 02.12.2016ஆம் திகதியிடப்பட்ட இலக்கம் 2128 உடைய சட்டமூலத்தின் கீழ் இந்த ஆதனம் ஈடுவைக்கப்பட்டுள்ளது. (5, 861, 495, 887)
notice-columns (2, 20, 998, 1553)
land-schedule-paragraph: 9. மேல்மாகாணம் கம்பஹா மாவட்டத்தில் சியனே கோரளையின் உடுகஹ பற்றுவில் அத்தனகல பிரதேச சபை பிரதேச எல்லைக்குள் அத்தனகல பிரதேச செயலாளரின் பிரிவிற்குள் இலக்கம் 362 பெம்பிட்ட கிராம உத்தியோகத்தரின் பிரிவிற்குள் பெம்பிட்ட கிராமத்தில் அமைந்துள்ள புலக்கந்த எனக் கூறப்படும் காணியின் ஒரு பிரிவுக் கூறு ஜே.பீ.என் நவரத்தினம் தயாரிக்கப்பட்ட 2015 ஜூலை 19ஆம் திகதியிடப்பட்ட இலக்கம் 10910 உடைய நிலஅளவைத் திட்டத்தின் காணித்துண்டு இலக்கம் 86 எனக் குறித்துக் காட்டப்பட்ட அனைத்துப் பிரிக்கப்பட்ட மற்றும் எல்லை வரையறுக்கப்பட்ட காணிப்பகுதி. (5, 580, 495, 614)
land-schedule-paragraph: 21. மேல்மாகாணம் கம்பஹா மாவட்டத்தில் சியனே கோரளையின் உடுகஹ பற்றுவில் அத்தனகல பிரதேச சபை பிரதேச எல்லைக்குள் அத்தனகல பிரதேச செயலாளரின் பிரிவிற்குள் இலக்கம் 362 பெம்பிட்ட கிராம உத்தியோகத்தரின் பிரிவிற்குள் பெம்பிட்ட கிராமத்தில் அமைந்துள்ள புலக்கந்த எனக் கூறப்படும் காணியின் ஒரு பிரிவுக் கூறு ஜே.பீ.என் நவரத்தினம் தயாரிக்கப்பட்ட 2015 ஜூலை 19ஆம் திகதியிடப்பட்ட இலக்கம் 10910 உடைய நிலஅளவைத் திட்டத்தின் காணித்துண்டு இலக்கம் 48 எனக் குறித்துக் காட்டப்பட்ட அனைத்துப் பிரிக்கப்பட்ட மற்றும் எல்லை வரையறுக்கப்பட்ட காணிப்பகுதி. (505, 304, 995, 337)
land-schedule-paragraph: கூறப்பட்ட இலக்கம் 10910 நிலஅளவைத்திட்டத்துக்கு ஏற்ப கூறப்பட்ட காணித்துண்டு 153 பரப்பளவில் பத்து தசம் பூச்சியம் எட்டு பேர்ச்சஸ் (ஏ0-ஆர்0-பி10.08) அல்லது 0.0255 ஹெக்டேயரை உடையது. பிரிந்த நொத்தாரிஸ் எஸ். எஸ். ஏ. டி சிவ்வா பாரதிதாசன் மூலம் உறுதிப்படுத்தப்பட்ட 02.12.2016ஆம் திகதியிடப்பட்ட இலக்கம் 1768 உடைய சட்டமூலத்தின் கீழ் இந்த ஆதனம் ஈடுவைக்கப்பட்டுள்ளது. (5, 306, 495, 331)
land-schedule-paragraph: 16. மேல்மாகாணம் கம்பஹா மாவட்டத்தில் சியனே கோரளையின் உடுகஹ பற்றுவில் அத்தனகல பிரதேச சபை பிரதேச எல்லைக்குள் அத்தனகல பிரதேச செயலாளரின் பிரிவிற்குள் இலக்கம் 362 பெம்பிட்ட கிராம உத்தியோகத்தரின் பிரிவிற்குள் பெம்பிட்ட கிராமத்தில் அமைந்துள்ள புலக்கந்த எனக் கூறப்படும் காணியின் ஒரு பிரிவுக் கூறு ஜே.பீ.என் நவரத்தினம் தயாரிக்கப்பட்ட 2015 ஜூலை 19ஆம் திகதியிடப்பட்ட இலக்கம் 10910 உடைய நிலஅளவைத் திட்டத்தின் காணித்துண்டு இலக்கம் 136 எனக் குறித்துக் காட்டப்பட்ட (5, 1012, 495, 1046)
land-schedule-paragraph: 17. மேல்மாகாணம் கம்பஹா மாவட்டத்தில் சியனே கோரளையின் உடுகஹ பற்றுவில் அத்தனகல பிரதேச சபை பிரதேச எல்லைக்குள் அத்தனகல பிரதேச செயலாளரின் பிரிவிற்குள் இலக்கம் 362 பெம்பிட்ட கிராம உத்தியோகத்தரின் பிரிவிற்குள் பெம்பிட்ட கிராமத்தில் அமைந்துள்ள புலக்கந்த எனக் கூறப்படும் காணியின் ஒரு பிரிவுக் கூறு ஜே.பீ.என் நவரத்தினம் தயாரிக்கப்பட்ட 2015 ஜூலை 19ஆம் திகதியிடப்பட்ட இலக்கம் 10910 உடைய நிலஅளவைத் திட்டத்தின் காணித்துண்டு இலக்கம் 137 எனக் குறித்துக் காட்டப்பட்ட அனைத்துப் பிரிக்கப்பட்ட மற்றும் எல்லை வரையறுக்கப்பட்ட காணிப்பகுதி. (505, 57, 995, 90)
land-schedule-paragraph: கூறப்பட்ட இலக்கம் 10910 நிலஅளவைத்திட்டத்துக்கு ஏற்ப கூறப்பட்ட காணித்துண்டு 164 பரப்பளவில் பத்து பேர்ச்சஸ் (ஏ0-ஆர்0-பி10) அல்லது 0.0253 ஹெக்டேயரை உடையது. பிரிந்த நொத்தாரிஸ் எஸ். எஸ். ஏ. டி சிவ்வா பாரதிதாசன் மூலம் உறுதிப்படுத்தப்பட்ட 02.12.2016ஆம் திகதியிடப்பட்ட இலக்கம் 1773 உடைய சட்டமூலத்தின் கீழ் இந்த ஆதனம் ஈடுவைக்கப்பட்டுள்ளது. (5, 491, 495, 516)
